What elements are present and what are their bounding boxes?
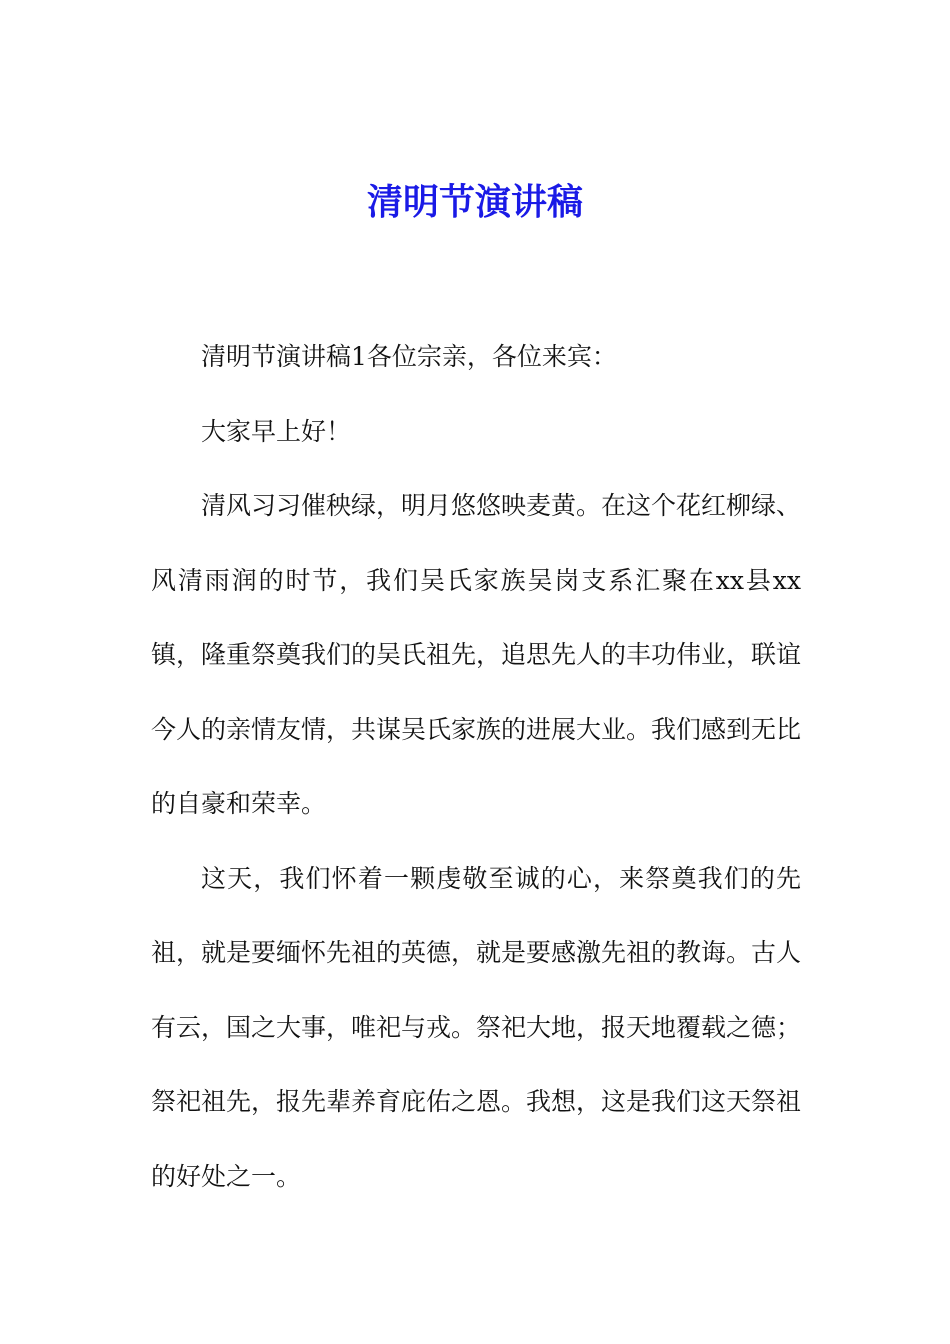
- document-title: 清明节演讲稿: [366, 181, 583, 223]
- paragraph-good-morning: 大家早上好！: [201, 416, 352, 446]
- document-body: [151, 320, 801, 1214]
- paragraph-greeting: 清明节演讲稿1各位宗亲，各位来宾：: [201, 342, 617, 371]
- paragraph-remembrance: 这天，我们怀着一颗虔敬至诚的心，来祭奠我们的先祖，就是要缅怀先祖的英德，就是要感激先祖的教诲。古人有云，国之大事，唯祀与戎。祭祀大地，报天地覆载之德；祭祀祖先，报先辈养育庇佑之恩。我想，这是我们这天祭祖的好处之一。: [151, 863, 802, 1191]
- paragraph-introduction: 清风习习催秧绿，明月悠悠映麦黄。在这个花红柳绿、风清雨润的时节，我们吴氏家族吴岗支系汇聚在xx县xx镇，隆重祭奠我们的吴氏祖先，追思先人的丰功伟业，联谊今人的亲情友情，共谋吴氏家族的进展大业。我们感到无比的自豪和荣幸。: [151, 491, 802, 818]
